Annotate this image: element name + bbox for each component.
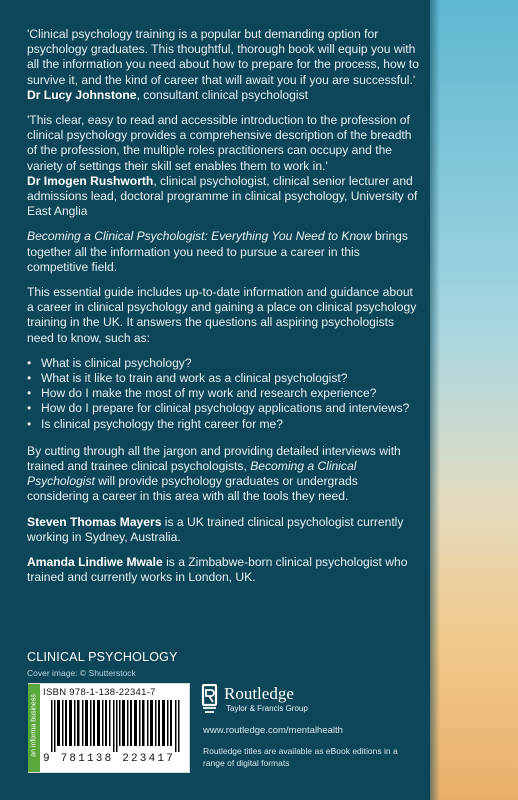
cover-image-credit: Cover image: © Shutterstock — [27, 668, 136, 678]
author-bio-2 — [27, 555, 422, 585]
list-item: • How do I prepare for clinical psychology applications and interviews? — [27, 401, 422, 416]
informa-label: an informa business — [30, 694, 38, 757]
author-name: Amanda Lindiwe Mwale — [27, 555, 163, 570]
intro-paragraph — [27, 229, 422, 275]
book-title-short: Becoming a Clinical Psychologist — [27, 459, 357, 489]
list-item: • What is clinical psychology? — [27, 356, 422, 371]
intro-text: brings together all the information you need to pursue a career in this competitive field. — [27, 229, 408, 274]
informa-business-tab — [28, 684, 40, 772]
publisher-url: www.routledge.com/mentalhealth — [203, 725, 343, 736]
book-title: Becoming a Clinical Psychologist: Everything You Need to Know — [27, 229, 372, 244]
list-item: • What is it like to train and work as a clinical psychologist? — [27, 371, 422, 386]
quote-attribution — [27, 88, 422, 103]
isbn-label: ISBN 978-1-138-22341-7 — [43, 687, 156, 698]
quote-text: 'This clear, easy to read and accessible introduction to the profession of clinical psychology provides a comprehensive description of the breadth of the profession, the multiple roles practitioners can occupy and the variety of settings their skill set enables them to work in.' — [27, 113, 412, 173]
quote-author-name: Dr Lucy Johnstone — [27, 87, 137, 102]
question-list — [27, 356, 422, 432]
barcode-digits: 9 781138 223417 — [43, 753, 176, 765]
closing-paragraph — [27, 444, 422, 505]
author-bio-text: is a UK trained clinical psychologist currently working in Sydney, Australia. — [27, 514, 404, 544]
back-cover-text — [27, 27, 422, 596]
author-bio-text: is a Zimbabwe-born clinical psychologist who trained and currently works in London, UK. — [27, 555, 408, 585]
author-bio-1 — [27, 515, 422, 545]
barcode-block — [28, 683, 190, 773]
publisher-name: Routledge — [224, 684, 294, 703]
quote-attribution — [27, 174, 422, 220]
closing-text-start: By cutting through all the jargon and providing detailed interviews with trained and trainee clinical psychologists, — [27, 443, 401, 474]
quote-text: 'Clinical psychology training is a popular but demanding option for psychology graduates. This thoughtful, thorough book will equip you with all the information you need about how to prepare for the process, how to survive it, and the kind of career that will await you if you are successful.' — [27, 27, 419, 87]
quote-author-role: , consultant clinical psychologist — [136, 87, 308, 102]
guide-paragraph: This essential guide includes up-to-date information and guidance about a career in clinical psychology and gaining a place on clinical psychology training in the UK. It answers the questions all aspiring psychologists need to know, such as: — [27, 285, 417, 345]
author-name: Steven Thomas Mayers — [27, 514, 162, 529]
closing-text-end: will provide psychology graduates or undergrads considering a career in this area with all the tools they need. — [27, 474, 358, 504]
quote-author-name: Dr Imogen Rushworth — [27, 173, 154, 188]
ebook-note: Routledge titles are available as eBook editions in a range of digital formats — [203, 746, 398, 768]
list-item: • How do I make the most of my work and research experience? — [27, 386, 422, 401]
quote-1 — [27, 27, 422, 103]
barcode-icon — [51, 700, 181, 752]
subject-category: CLINICAL PSYCHOLOGY — [27, 650, 178, 664]
quote-author-role: , clinical psychologist, clinical senior lecturer and admissions lead, doctoral programme in clinical psychology, University of East Anglia — [27, 173, 418, 219]
quote-2 — [27, 113, 422, 219]
list-item: • Is clinical psychology the right career for me? — [27, 417, 422, 432]
cover-artwork-strip — [430, 0, 518, 800]
routledge-logo-icon — [201, 684, 219, 716]
publisher-group: Taylor & Francis Group — [226, 704, 308, 713]
